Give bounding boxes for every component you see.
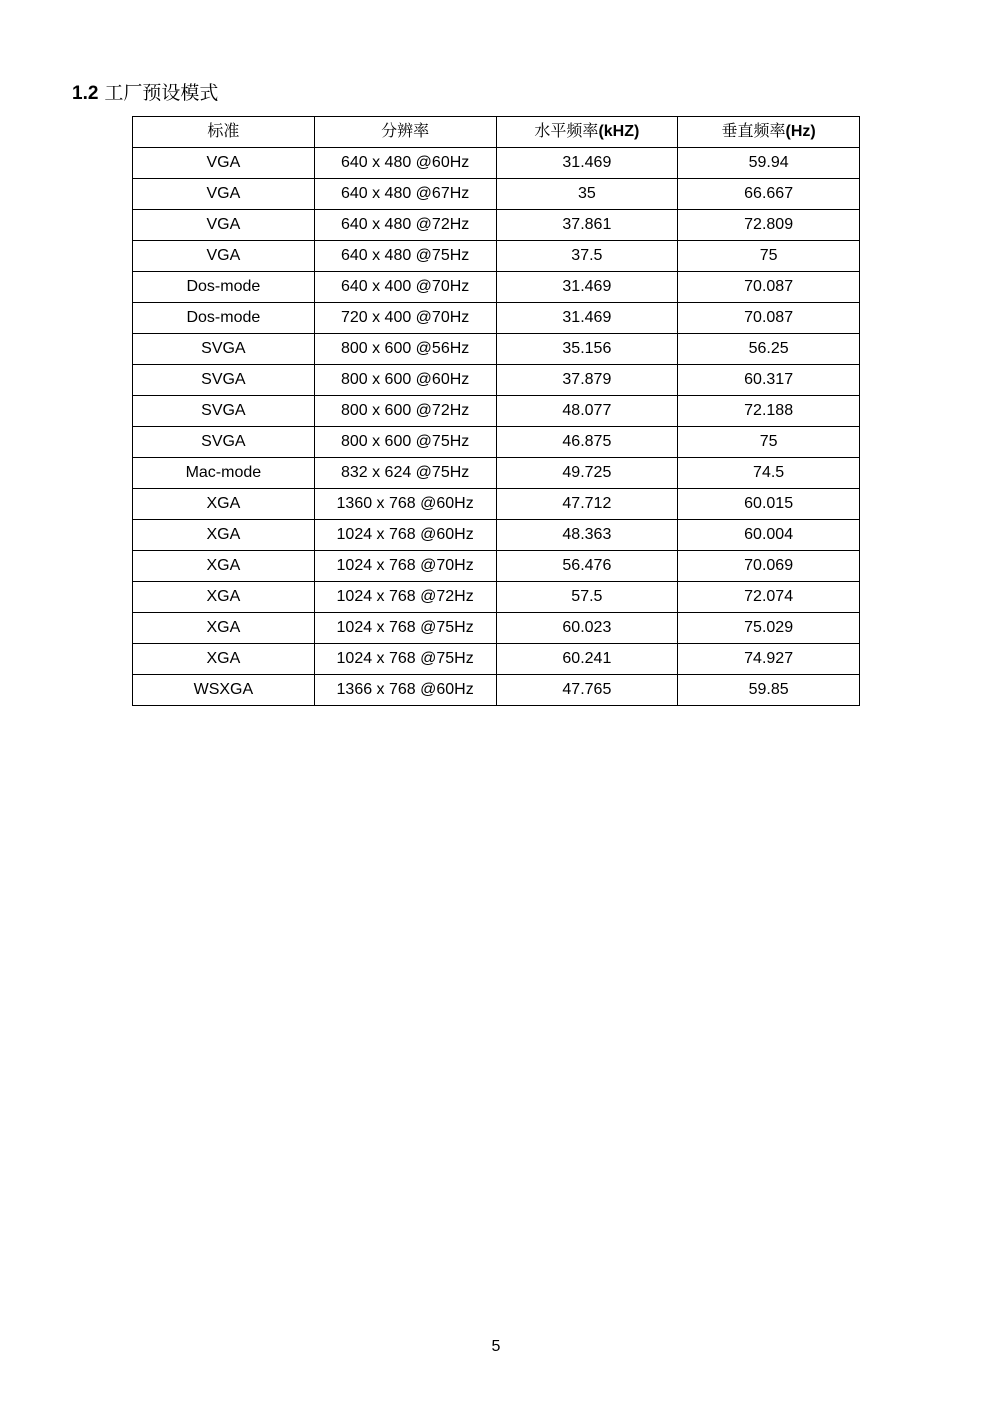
cell-vertical-frequency: 72.074 (678, 582, 860, 613)
preset-modes-table (132, 116, 860, 706)
cell-horizontal-frequency: 46.875 (496, 427, 678, 458)
cell-horizontal-frequency: 31.469 (496, 272, 678, 303)
cell-standard: XGA (133, 613, 315, 644)
cell-standard: SVGA (133, 334, 315, 365)
cell-standard: WSXGA (133, 675, 315, 706)
cell-standard: XGA (133, 551, 315, 582)
table-row (133, 675, 860, 706)
table-row (133, 396, 860, 427)
cell-standard: SVGA (133, 396, 315, 427)
cell-standard: XGA (133, 582, 315, 613)
cell-horizontal-frequency: 37.861 (496, 210, 678, 241)
cell-resolution: 800 x 600 @75Hz (314, 427, 496, 458)
cell-resolution: 800 x 600 @56Hz (314, 334, 496, 365)
cell-horizontal-frequency: 48.363 (496, 520, 678, 551)
cell-vertical-frequency: 70.087 (678, 272, 860, 303)
table-row (133, 551, 860, 582)
section-number: 1.2 (72, 83, 99, 104)
cell-resolution: 832 x 624 @75Hz (314, 458, 496, 489)
table-row (133, 489, 860, 520)
table-row (133, 303, 860, 334)
cell-vertical-frequency: 74.927 (678, 644, 860, 675)
cell-standard: VGA (133, 210, 315, 241)
table-row (133, 427, 860, 458)
table-row (133, 210, 860, 241)
cell-horizontal-frequency: 60.023 (496, 613, 678, 644)
cell-vertical-frequency: 59.85 (678, 675, 860, 706)
table-row (133, 179, 860, 210)
cell-vertical-frequency: 60.317 (678, 365, 860, 396)
table-row (133, 582, 860, 613)
cell-standard: Mac-mode (133, 458, 315, 489)
page-number: 5 (491, 1338, 501, 1355)
cell-standard: XGA (133, 644, 315, 675)
cell-vertical-frequency: 60.015 (678, 489, 860, 520)
cell-vertical-frequency: 72.188 (678, 396, 860, 427)
cell-resolution: 1366 x 768 @60Hz (314, 675, 496, 706)
cell-vertical-frequency: 66.667 (678, 179, 860, 210)
cell-horizontal-frequency: 48.077 (496, 396, 678, 427)
table-row (133, 520, 860, 551)
cell-standard: SVGA (133, 427, 315, 458)
cell-horizontal-frequency: 31.469 (496, 148, 678, 179)
cell-vertical-frequency: 59.94 (678, 148, 860, 179)
cell-horizontal-frequency: 56.476 (496, 551, 678, 582)
cell-resolution: 640 x 480 @67Hz (314, 179, 496, 210)
cell-resolution: 640 x 400 @70Hz (314, 272, 496, 303)
cell-standard: Dos-mode (133, 303, 315, 334)
cell-resolution: 640 x 480 @60Hz (314, 148, 496, 179)
header-resolution: 分辨率 (314, 117, 496, 148)
section-heading (72, 80, 218, 108)
table-row (133, 458, 860, 489)
cell-horizontal-frequency: 60.241 (496, 644, 678, 675)
cell-resolution: 1024 x 768 @75Hz (314, 644, 496, 675)
cell-horizontal-frequency: 35 (496, 179, 678, 210)
cell-standard: XGA (133, 489, 315, 520)
cell-resolution: 800 x 600 @72Hz (314, 396, 496, 427)
cell-horizontal-frequency: 57.5 (496, 582, 678, 613)
cell-resolution: 1360 x 768 @60Hz (314, 489, 496, 520)
cell-vertical-frequency: 70.069 (678, 551, 860, 582)
cell-standard: Dos-mode (133, 272, 315, 303)
table-row (133, 148, 860, 179)
cell-standard: VGA (133, 241, 315, 272)
cell-vertical-frequency: 72.809 (678, 210, 860, 241)
cell-vertical-frequency: 70.087 (678, 303, 860, 334)
cell-horizontal-frequency: 47.765 (496, 675, 678, 706)
cell-vertical-frequency: 75 (678, 427, 860, 458)
cell-standard: VGA (133, 148, 315, 179)
cell-horizontal-frequency: 49.725 (496, 458, 678, 489)
cell-resolution: 720 x 400 @70Hz (314, 303, 496, 334)
table-row (133, 365, 860, 396)
cell-resolution: 640 x 480 @75Hz (314, 241, 496, 272)
cell-standard: XGA (133, 520, 315, 551)
header-vertical-frequency: 垂直频率(Hz) (678, 117, 860, 148)
cell-horizontal-frequency: 35.156 (496, 334, 678, 365)
cell-resolution: 800 x 600 @60Hz (314, 365, 496, 396)
header-horizontal-frequency: 水平频率(kHZ) (496, 117, 678, 148)
cell-vertical-frequency: 74.5 (678, 458, 860, 489)
table-body (133, 148, 860, 706)
table-row (133, 272, 860, 303)
cell-standard: SVGA (133, 365, 315, 396)
cell-horizontal-frequency: 31.469 (496, 303, 678, 334)
cell-horizontal-frequency: 37.5 (496, 241, 678, 272)
cell-vertical-frequency: 75.029 (678, 613, 860, 644)
cell-resolution: 1024 x 768 @72Hz (314, 582, 496, 613)
cell-resolution: 1024 x 768 @75Hz (314, 613, 496, 644)
cell-vertical-frequency: 56.25 (678, 334, 860, 365)
cell-resolution: 1024 x 768 @60Hz (314, 520, 496, 551)
cell-horizontal-frequency: 37.879 (496, 365, 678, 396)
cell-standard: VGA (133, 179, 315, 210)
table-header-row (133, 117, 860, 148)
cell-horizontal-frequency: 47.712 (496, 489, 678, 520)
cell-vertical-frequency: 75 (678, 241, 860, 272)
header-standard: 标准 (133, 117, 315, 148)
table-row (133, 644, 860, 675)
cell-resolution: 640 x 480 @72Hz (314, 210, 496, 241)
table-row (133, 613, 860, 644)
table-row (133, 334, 860, 365)
table-row (133, 241, 860, 272)
cell-vertical-frequency: 60.004 (678, 520, 860, 551)
cell-resolution: 1024 x 768 @70Hz (314, 551, 496, 582)
section-title: 工厂预设模式 (104, 83, 219, 104)
